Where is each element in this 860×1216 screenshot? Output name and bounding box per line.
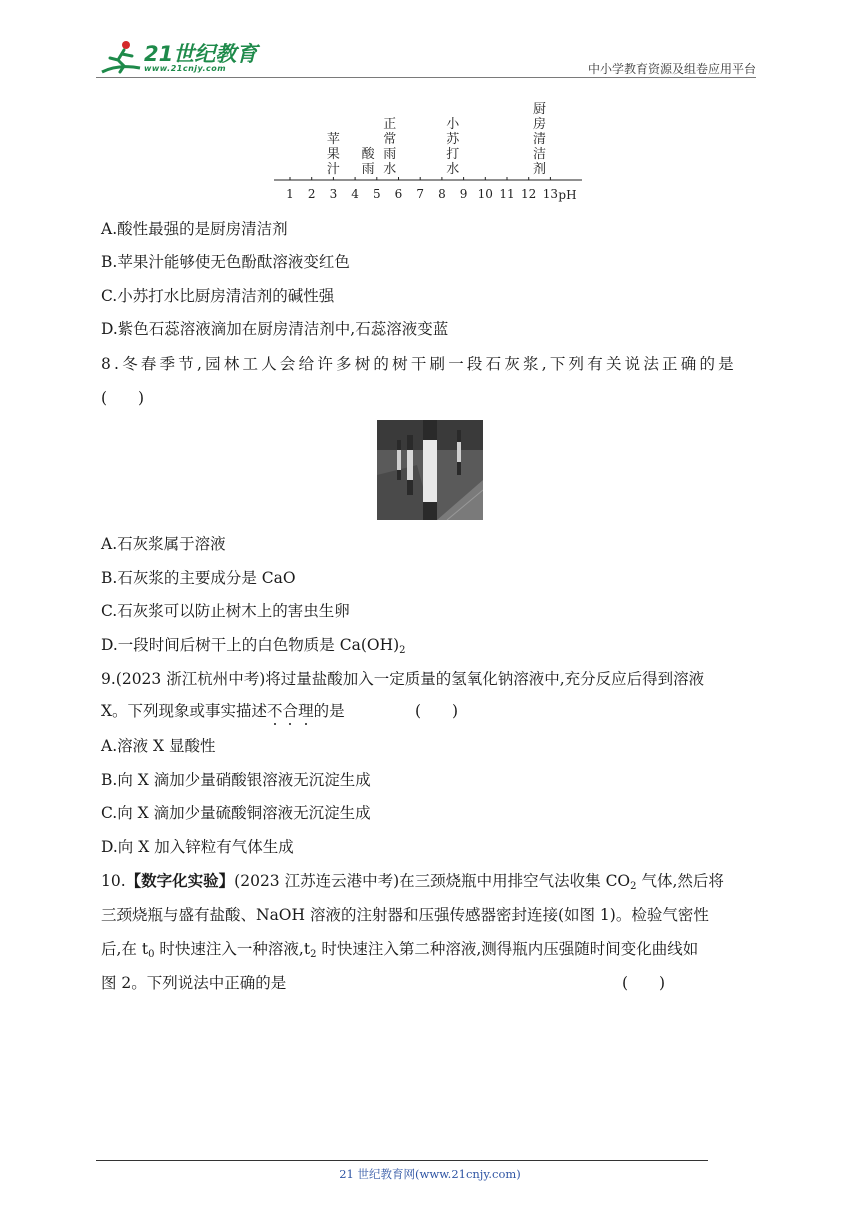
ph-label-2: 正常雨水 xyxy=(383,117,397,177)
ph-number-11: 11 xyxy=(499,187,515,201)
tree-trunks-photo xyxy=(377,420,483,520)
q8-option-c: C.石灰浆可以防止树木上的害虫生卵 xyxy=(101,602,350,620)
ph-unit-label: pH xyxy=(558,188,577,202)
q8-option-b: B.石灰浆的主要成分是 CaO xyxy=(101,569,296,587)
q8-option-d: D.一段时间后树干上的白色物质是 $Ca(OH)_2$ xyxy=(101,636,406,656)
ph-scale-figure xyxy=(270,100,590,205)
q7-option-c: C.小苏打水比厨房清洁剂的碱性强 xyxy=(101,287,335,305)
ph-number-6: 6 xyxy=(394,187,403,201)
ph-number-2: 2 xyxy=(307,187,316,201)
runner-logo-icon xyxy=(96,38,144,78)
ph-label-1: 酸雨 xyxy=(361,147,375,177)
ph-number-9: 9 xyxy=(459,187,468,201)
q10-stem-line4: 图 2。下列说法中正确的是 xyxy=(101,974,287,992)
ph-label-4: 厨房清洁剂 xyxy=(533,102,547,177)
ph-number-10: 10 xyxy=(477,187,493,201)
footer-divider xyxy=(96,1160,708,1161)
q10-stem-line3: 后,在 $t_0$ 时快速注入一种溶液$,t_2$ 时快速注入第二种溶液,测得瓶内压强随时间变化曲线如 xyxy=(101,940,699,960)
header-divider xyxy=(96,77,756,78)
ph-number-13: 13 xyxy=(542,187,559,201)
ph-number-8: 8 xyxy=(438,187,446,201)
ph-label-3: 小苏打水 xyxy=(446,117,460,177)
header-tagline: 中小学教育资源及组卷应用平台 xyxy=(587,62,756,76)
q10-answer-bracket: ( ) xyxy=(622,974,666,992)
footer-text: 21 世纪教育网(www.21cnjy.com) xyxy=(339,1167,521,1181)
q10-tag: 【数字化实验】 xyxy=(125,871,235,890)
ph-number-7: 7 xyxy=(416,187,425,201)
q9-option-b: B.向 X 滴加少量硝酸银溶液无沉淀生成 xyxy=(101,771,371,789)
q9-stem-line1: 9.(2023 浙江杭州中考)将过量盐酸加入一定质量的氢氧化钠溶液中,充分反应后得到溶液 xyxy=(101,670,705,688)
q10-stem-line1: 10.【数字化实验】(2023 江苏连云港中考)在三颈烧瓶中用排空气法收集 $CO_2$ 气体,然后将 xyxy=(101,871,724,892)
ph-number-1: 1 xyxy=(286,187,294,201)
q9-option-a: A.溶液 X 显酸性 xyxy=(101,737,216,755)
q10-stem-line2: 三颈烧瓶与盛有盐酸、NaOH 溶液的注射器和压强传感器密封连接(如图 1)。检验气密性 xyxy=(101,906,709,924)
q8-stem: 8.冬春季节,园林工人会给许多树的树干刷一段石灰浆,下列有关说法正确的是 xyxy=(101,355,737,373)
ph-number-4: 4 xyxy=(351,187,359,201)
logo-url: www.21cnjy.com xyxy=(144,64,227,73)
logo xyxy=(96,38,256,78)
q9-option-c: C.向 X 滴加少量硫酸铜溶液无沉淀生成 xyxy=(101,804,371,822)
logo-title: 21世纪教育 xyxy=(144,42,258,66)
ph-number-3: 3 xyxy=(329,187,338,201)
ph-label-0: 苹果汁 xyxy=(326,132,340,177)
q7-option-b: B.苹果汁能够使无色酚酞溶液变红色 xyxy=(101,253,350,271)
q8-answer-bracket: ( ) xyxy=(101,389,145,407)
ph-number-12: 12 xyxy=(521,187,537,201)
q9-answer-bracket: ( ) xyxy=(415,702,459,720)
q8-option-a: A.石灰浆属于溶液 xyxy=(101,535,226,553)
q9-option-d: D.向 X 加入锌粒有气体生成 xyxy=(101,838,294,856)
q9-stem-line2: X。下列现象或事实描述不合理的是 xyxy=(101,702,345,720)
q7-option-d: D.紫色石蕊溶液滴加在厨房清洁剂中,石蕊溶液变蓝 xyxy=(101,320,449,338)
ph-number-5: 5 xyxy=(372,187,381,201)
q7-option-a: A.酸性最强的是厨房清洁剂 xyxy=(101,220,288,238)
